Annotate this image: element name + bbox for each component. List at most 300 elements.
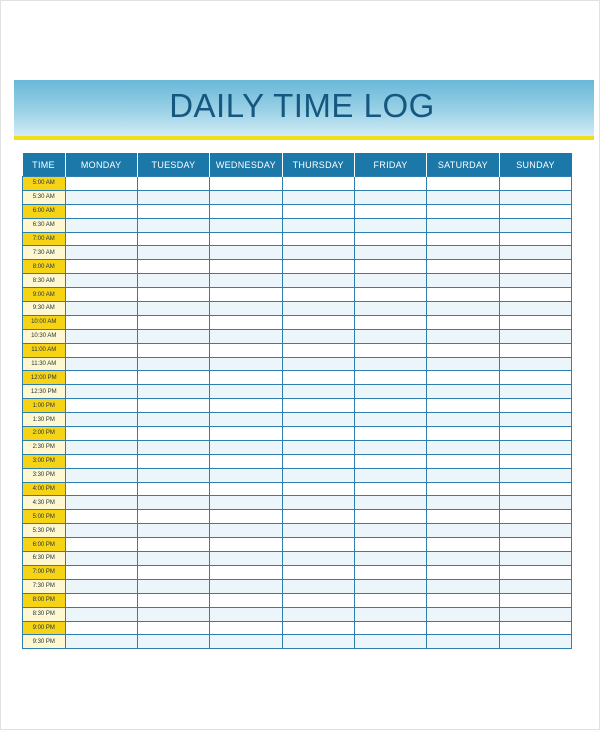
log-cell-saturday[interactable] (427, 468, 499, 482)
log-cell-thursday[interactable] (282, 343, 354, 357)
log-cell-thursday[interactable] (282, 593, 354, 607)
log-cell-sunday[interactable] (499, 552, 571, 566)
log-cell-thursday[interactable] (282, 565, 354, 579)
log-cell-tuesday[interactable] (137, 468, 209, 482)
time-slot-label: 4:00 PM (23, 482, 66, 496)
log-cell-friday[interactable] (354, 329, 426, 343)
log-cell-saturday[interactable] (427, 552, 499, 566)
log-cell-thursday[interactable] (282, 579, 354, 593)
table-row (23, 552, 572, 566)
log-cell-sunday[interactable] (499, 204, 571, 218)
log-cell-tuesday[interactable] (137, 385, 209, 399)
log-cell-sunday[interactable] (499, 357, 571, 371)
log-cell-wednesday[interactable] (210, 565, 282, 579)
log-cell-thursday[interactable] (282, 482, 354, 496)
log-cell-friday[interactable] (354, 621, 426, 635)
log-cell-tuesday[interactable] (137, 315, 209, 329)
log-cell-friday[interactable] (354, 260, 426, 274)
log-cell-friday[interactable] (354, 565, 426, 579)
log-cell-friday[interactable] (354, 288, 426, 302)
time-slot-label: 6:30 PM (23, 552, 66, 566)
table-row (23, 524, 572, 538)
log-cell-monday[interactable] (65, 468, 137, 482)
table-row (23, 482, 572, 496)
log-cell-monday[interactable] (65, 190, 137, 204)
table-row (23, 510, 572, 524)
table-row (23, 232, 572, 246)
log-cell-saturday[interactable] (427, 232, 499, 246)
log-cell-monday[interactable] (65, 232, 137, 246)
log-cell-saturday[interactable] (427, 343, 499, 357)
log-cell-friday[interactable] (354, 538, 426, 552)
log-cell-wednesday[interactable] (210, 524, 282, 538)
log-cell-wednesday[interactable] (210, 607, 282, 621)
log-cell-tuesday[interactable] (137, 593, 209, 607)
log-cell-saturday[interactable] (427, 427, 499, 441)
log-cell-sunday[interactable] (499, 246, 571, 260)
log-cell-friday[interactable] (354, 524, 426, 538)
time-slot-label: 10:30 AM (23, 329, 66, 343)
log-cell-tuesday[interactable] (137, 496, 209, 510)
table-row (23, 413, 572, 427)
log-cell-tuesday[interactable] (137, 399, 209, 413)
log-cell-monday[interactable] (65, 315, 137, 329)
log-cell-thursday[interactable] (282, 399, 354, 413)
log-cell-tuesday[interactable] (137, 246, 209, 260)
log-cell-thursday[interactable] (282, 427, 354, 441)
log-cell-sunday[interactable] (499, 635, 571, 649)
log-cell-sunday[interactable] (499, 232, 571, 246)
log-cell-saturday[interactable] (427, 357, 499, 371)
log-cell-wednesday[interactable] (210, 552, 282, 566)
log-cell-monday[interactable] (65, 246, 137, 260)
log-cell-tuesday[interactable] (137, 413, 209, 427)
log-cell-wednesday[interactable] (210, 274, 282, 288)
log-cell-tuesday[interactable] (137, 454, 209, 468)
log-cell-thursday[interactable] (282, 288, 354, 302)
log-cell-saturday[interactable] (427, 538, 499, 552)
log-cell-tuesday[interactable] (137, 190, 209, 204)
log-cell-friday[interactable] (354, 232, 426, 246)
log-cell-sunday[interactable] (499, 385, 571, 399)
log-cell-tuesday[interactable] (137, 343, 209, 357)
log-cell-sunday[interactable] (499, 621, 571, 635)
page-title: DAILY TIME LOG (169, 87, 435, 124)
table-row (23, 593, 572, 607)
log-cell-sunday[interactable] (499, 482, 571, 496)
log-cell-saturday[interactable] (427, 565, 499, 579)
log-cell-friday[interactable] (354, 218, 426, 232)
log-cell-wednesday[interactable] (210, 302, 282, 316)
log-cell-wednesday[interactable] (210, 357, 282, 371)
log-cell-friday[interactable] (354, 399, 426, 413)
log-cell-saturday[interactable] (427, 246, 499, 260)
log-cell-thursday[interactable] (282, 204, 354, 218)
log-cell-friday[interactable] (354, 177, 426, 191)
table-row (23, 246, 572, 260)
log-cell-saturday[interactable] (427, 635, 499, 649)
log-cell-saturday[interactable] (427, 454, 499, 468)
log-cell-monday[interactable] (65, 621, 137, 635)
column-header-wednesday: WEDNESDAY (210, 153, 282, 177)
log-cell-saturday[interactable] (427, 190, 499, 204)
log-cell-tuesday[interactable] (137, 552, 209, 566)
time-slot-label: 1:30 PM (23, 413, 66, 427)
header-row (23, 153, 572, 177)
log-cell-tuesday[interactable] (137, 440, 209, 454)
log-cell-friday[interactable] (354, 302, 426, 316)
log-cell-saturday[interactable] (427, 440, 499, 454)
log-cell-saturday[interactable] (427, 274, 499, 288)
log-cell-thursday[interactable] (282, 274, 354, 288)
log-cell-wednesday[interactable] (210, 288, 282, 302)
log-cell-thursday[interactable] (282, 371, 354, 385)
table-row (23, 343, 572, 357)
log-cell-wednesday[interactable] (210, 454, 282, 468)
log-cell-thursday[interactable] (282, 329, 354, 343)
table-row (23, 177, 572, 191)
column-header-monday: MONDAY (65, 153, 137, 177)
log-cell-saturday[interactable] (427, 204, 499, 218)
column-header-time: TIME (23, 153, 66, 177)
log-cell-sunday[interactable] (499, 510, 571, 524)
log-cell-friday[interactable] (354, 413, 426, 427)
table-row (23, 579, 572, 593)
time-slot-label: 8:30 AM (23, 274, 66, 288)
log-cell-thursday[interactable] (282, 218, 354, 232)
log-cell-wednesday[interactable] (210, 427, 282, 441)
log-cell-sunday[interactable] (499, 190, 571, 204)
log-cell-wednesday[interactable] (210, 315, 282, 329)
log-cell-monday[interactable] (65, 329, 137, 343)
log-cell-sunday[interactable] (499, 218, 571, 232)
log-cell-wednesday[interactable] (210, 538, 282, 552)
log-cell-sunday[interactable] (499, 302, 571, 316)
time-slot-label: 2:00 PM (23, 427, 66, 441)
time-slot-label: 4:30 PM (23, 496, 66, 510)
table-row (23, 288, 572, 302)
log-cell-thursday[interactable] (282, 635, 354, 649)
log-cell-thursday[interactable] (282, 260, 354, 274)
table-row (23, 357, 572, 371)
log-cell-sunday[interactable] (499, 427, 571, 441)
log-cell-sunday[interactable] (499, 454, 571, 468)
table-row (23, 302, 572, 316)
time-slot-label: 3:00 PM (23, 454, 66, 468)
log-cell-wednesday[interactable] (210, 190, 282, 204)
log-cell-monday[interactable] (65, 565, 137, 579)
log-cell-thursday[interactable] (282, 315, 354, 329)
log-cell-saturday[interactable] (427, 579, 499, 593)
log-cell-friday[interactable] (354, 440, 426, 454)
log-cell-saturday[interactable] (427, 218, 499, 232)
log-cell-wednesday[interactable] (210, 413, 282, 427)
log-cell-tuesday[interactable] (137, 427, 209, 441)
log-cell-tuesday[interactable] (137, 232, 209, 246)
log-cell-friday[interactable] (354, 635, 426, 649)
log-cell-saturday[interactable] (427, 496, 499, 510)
log-cell-thursday[interactable] (282, 246, 354, 260)
log-cell-tuesday[interactable] (137, 510, 209, 524)
table-row (23, 399, 572, 413)
log-cell-friday[interactable] (354, 552, 426, 566)
log-cell-tuesday[interactable] (137, 607, 209, 621)
log-cell-tuesday[interactable] (137, 524, 209, 538)
log-cell-sunday[interactable] (499, 177, 571, 191)
log-cell-friday[interactable] (354, 274, 426, 288)
log-cell-thursday[interactable] (282, 385, 354, 399)
log-cell-friday[interactable] (354, 468, 426, 482)
log-cell-monday[interactable] (65, 482, 137, 496)
log-cell-tuesday[interactable] (137, 538, 209, 552)
log-cell-wednesday[interactable] (210, 343, 282, 357)
log-cell-sunday[interactable] (499, 496, 571, 510)
log-cell-friday[interactable] (354, 204, 426, 218)
log-cell-friday[interactable] (354, 371, 426, 385)
log-cell-sunday[interactable] (499, 413, 571, 427)
time-slot-label: 7:30 PM (23, 579, 66, 593)
log-cell-wednesday[interactable] (210, 579, 282, 593)
log-cell-tuesday[interactable] (137, 177, 209, 191)
log-cell-sunday[interactable] (499, 399, 571, 413)
log-cell-wednesday[interactable] (210, 399, 282, 413)
log-cell-saturday[interactable] (427, 260, 499, 274)
log-cell-wednesday[interactable] (210, 204, 282, 218)
log-cell-sunday[interactable] (499, 565, 571, 579)
log-cell-saturday[interactable] (427, 621, 499, 635)
log-cell-thursday[interactable] (282, 357, 354, 371)
table-row (23, 260, 572, 274)
log-cell-sunday[interactable] (499, 468, 571, 482)
log-cell-friday[interactable] (354, 315, 426, 329)
log-cell-friday[interactable] (354, 343, 426, 357)
log-cell-wednesday[interactable] (210, 260, 282, 274)
log-cell-friday[interactable] (354, 246, 426, 260)
log-cell-monday[interactable] (65, 635, 137, 649)
log-cell-thursday[interactable] (282, 538, 354, 552)
log-cell-thursday[interactable] (282, 496, 354, 510)
log-cell-saturday[interactable] (427, 524, 499, 538)
banner-accent-stripe (14, 136, 594, 140)
log-cell-wednesday[interactable] (210, 482, 282, 496)
log-cell-monday[interactable] (65, 427, 137, 441)
log-cell-monday[interactable] (65, 288, 137, 302)
time-slot-label: 9:30 PM (23, 635, 66, 649)
log-cell-sunday[interactable] (499, 274, 571, 288)
log-cell-tuesday[interactable] (137, 204, 209, 218)
log-cell-friday[interactable] (354, 579, 426, 593)
log-cell-sunday[interactable] (499, 524, 571, 538)
time-slot-label: 6:00 AM (23, 204, 66, 218)
log-cell-sunday[interactable] (499, 288, 571, 302)
log-cell-wednesday[interactable] (210, 496, 282, 510)
log-cell-wednesday[interactable] (210, 329, 282, 343)
log-cell-monday[interactable] (65, 440, 137, 454)
log-cell-sunday[interactable] (499, 315, 571, 329)
time-slot-label: 8:30 PM (23, 607, 66, 621)
title-banner (14, 80, 594, 136)
time-slot-label: 11:00 AM (23, 343, 66, 357)
log-cell-monday[interactable] (65, 510, 137, 524)
log-cell-wednesday[interactable] (210, 468, 282, 482)
time-slot-label: 12:30 PM (23, 385, 66, 399)
log-cell-monday[interactable] (65, 218, 137, 232)
log-cell-saturday[interactable] (427, 607, 499, 621)
time-slot-label: 5:00 AM (23, 177, 66, 191)
log-cell-monday[interactable] (65, 579, 137, 593)
time-slot-label: 11:30 AM (23, 357, 66, 371)
log-cell-thursday[interactable] (282, 468, 354, 482)
time-slot-label: 9:30 AM (23, 302, 66, 316)
log-cell-thursday[interactable] (282, 440, 354, 454)
log-cell-saturday[interactable] (427, 482, 499, 496)
log-cell-saturday[interactable] (427, 593, 499, 607)
log-cell-saturday[interactable] (427, 302, 499, 316)
table-row (23, 496, 572, 510)
time-log-body (23, 177, 572, 649)
log-cell-tuesday[interactable] (137, 302, 209, 316)
table-row (23, 371, 572, 385)
log-cell-tuesday[interactable] (137, 579, 209, 593)
log-cell-saturday[interactable] (427, 510, 499, 524)
log-cell-friday[interactable] (354, 190, 426, 204)
log-cell-monday[interactable] (65, 399, 137, 413)
log-cell-wednesday[interactable] (210, 635, 282, 649)
table-row (23, 621, 572, 635)
log-cell-tuesday[interactable] (137, 565, 209, 579)
log-cell-thursday[interactable] (282, 621, 354, 635)
log-cell-thursday[interactable] (282, 454, 354, 468)
log-cell-sunday[interactable] (499, 371, 571, 385)
log-cell-wednesday[interactable] (210, 177, 282, 191)
log-cell-thursday[interactable] (282, 302, 354, 316)
table-row (23, 329, 572, 343)
log-cell-wednesday[interactable] (210, 371, 282, 385)
table-row (23, 607, 572, 621)
log-cell-sunday[interactable] (499, 260, 571, 274)
time-slot-label: 1:00 PM (23, 399, 66, 413)
log-cell-friday[interactable] (354, 427, 426, 441)
log-cell-thursday[interactable] (282, 177, 354, 191)
log-cell-tuesday[interactable] (137, 218, 209, 232)
log-cell-tuesday[interactable] (137, 635, 209, 649)
log-cell-sunday[interactable] (499, 593, 571, 607)
log-cell-wednesday[interactable] (210, 246, 282, 260)
log-cell-wednesday[interactable] (210, 440, 282, 454)
log-cell-tuesday[interactable] (137, 357, 209, 371)
time-slot-label: 7:30 AM (23, 246, 66, 260)
log-cell-monday[interactable] (65, 552, 137, 566)
log-cell-tuesday[interactable] (137, 482, 209, 496)
log-cell-tuesday[interactable] (137, 274, 209, 288)
table-row (23, 274, 572, 288)
log-cell-sunday[interactable] (499, 579, 571, 593)
log-cell-thursday[interactable] (282, 232, 354, 246)
log-cell-friday[interactable] (354, 510, 426, 524)
log-cell-wednesday[interactable] (210, 232, 282, 246)
log-cell-thursday[interactable] (282, 607, 354, 621)
log-cell-wednesday[interactable] (210, 510, 282, 524)
log-cell-tuesday[interactable] (137, 371, 209, 385)
log-cell-monday[interactable] (65, 593, 137, 607)
log-cell-saturday[interactable] (427, 413, 499, 427)
log-cell-thursday[interactable] (282, 190, 354, 204)
log-cell-friday[interactable] (354, 593, 426, 607)
log-cell-thursday[interactable] (282, 510, 354, 524)
log-cell-monday[interactable] (65, 274, 137, 288)
log-cell-monday[interactable] (65, 177, 137, 191)
table-row (23, 454, 572, 468)
log-cell-thursday[interactable] (282, 413, 354, 427)
log-cell-friday[interactable] (354, 496, 426, 510)
log-cell-tuesday[interactable] (137, 260, 209, 274)
log-cell-friday[interactable] (354, 385, 426, 399)
log-cell-monday[interactable] (65, 343, 137, 357)
log-cell-wednesday[interactable] (210, 385, 282, 399)
table-row (23, 190, 572, 204)
time-slot-label: 12:00 PM (23, 371, 66, 385)
log-cell-monday[interactable] (65, 357, 137, 371)
time-slot-label: 2:30 PM (23, 440, 66, 454)
log-cell-saturday[interactable] (427, 329, 499, 343)
log-cell-monday[interactable] (65, 260, 137, 274)
log-cell-sunday[interactable] (499, 607, 571, 621)
log-cell-monday[interactable] (65, 204, 137, 218)
log-cell-saturday[interactable] (427, 371, 499, 385)
log-cell-friday[interactable] (354, 357, 426, 371)
log-cell-monday[interactable] (65, 454, 137, 468)
table-row (23, 538, 572, 552)
log-cell-saturday[interactable] (427, 177, 499, 191)
log-cell-thursday[interactable] (282, 524, 354, 538)
time-slot-label: 8:00 AM (23, 260, 66, 274)
log-cell-wednesday[interactable] (210, 218, 282, 232)
log-cell-saturday[interactable] (427, 399, 499, 413)
log-cell-tuesday[interactable] (137, 329, 209, 343)
log-cell-wednesday[interactable] (210, 621, 282, 635)
log-cell-sunday[interactable] (499, 440, 571, 454)
log-cell-monday[interactable] (65, 413, 137, 427)
log-cell-monday[interactable] (65, 302, 137, 316)
log-cell-monday[interactable] (65, 371, 137, 385)
log-cell-sunday[interactable] (499, 343, 571, 357)
log-cell-saturday[interactable] (427, 315, 499, 329)
log-cell-thursday[interactable] (282, 552, 354, 566)
log-cell-sunday[interactable] (499, 329, 571, 343)
time-slot-label: 8:00 PM (23, 593, 66, 607)
log-cell-friday[interactable] (354, 607, 426, 621)
column-header-thursday: THURSDAY (282, 153, 354, 177)
log-cell-monday[interactable] (65, 496, 137, 510)
time-slot-label: 9:00 AM (23, 288, 66, 302)
time-slot-label: 7:00 AM (23, 232, 66, 246)
log-cell-monday[interactable] (65, 607, 137, 621)
log-cell-monday[interactable] (65, 385, 137, 399)
log-cell-tuesday[interactable] (137, 288, 209, 302)
table-row (23, 427, 572, 441)
log-cell-monday[interactable] (65, 538, 137, 552)
log-cell-sunday[interactable] (499, 538, 571, 552)
log-cell-saturday[interactable] (427, 288, 499, 302)
log-cell-saturday[interactable] (427, 385, 499, 399)
log-cell-wednesday[interactable] (210, 593, 282, 607)
log-cell-tuesday[interactable] (137, 621, 209, 635)
log-cell-friday[interactable] (354, 454, 426, 468)
log-cell-monday[interactable] (65, 524, 137, 538)
log-cell-friday[interactable] (354, 482, 426, 496)
table-row (23, 218, 572, 232)
time-slot-label: 7:00 PM (23, 565, 66, 579)
